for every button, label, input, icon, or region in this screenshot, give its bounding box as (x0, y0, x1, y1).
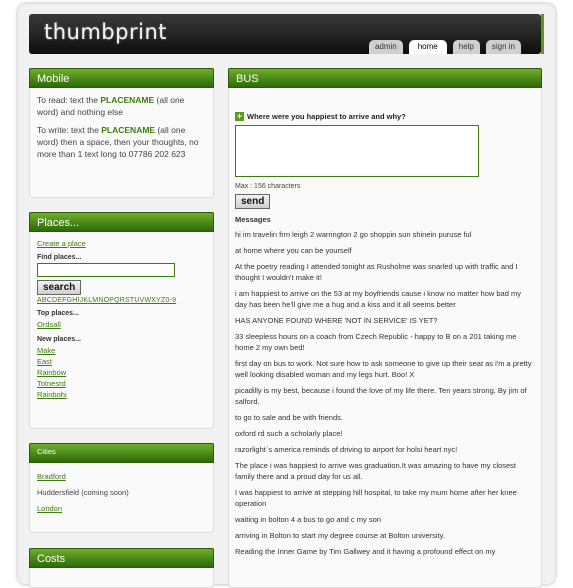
bus-panel-title: BUS (228, 68, 542, 88)
new-place-link[interactable]: Rainbohi (37, 390, 67, 399)
site-logo[interactable]: thumbprint (44, 20, 167, 44)
message-item: first day on bus to work. Not sure how to ask someone to give up their seat as i'm a pretty well looking disabled woman and my legs hurt. Boo! X (235, 359, 532, 379)
question-row (235, 112, 535, 121)
places-panel (29, 212, 214, 429)
top-place-link[interactable]: Ordsall (37, 320, 61, 329)
nav-tab-sign-in[interactable]: sign in (486, 40, 521, 54)
message-item: HAS ANYONE FOUND WHERE 'NOT IN SERVICE' IS YET? (235, 316, 438, 325)
expand-plus-icon[interactable]: + (236, 111, 243, 121)
places-panel-title: Places... (29, 212, 214, 232)
message-item: hi im travelin frm leigh 2 warrington 2 go shoppin sun shinein puruse ful (235, 230, 472, 239)
top-places-label: Top places... (37, 310, 79, 317)
costs-panel (29, 548, 214, 588)
site-header (29, 14, 541, 54)
mobile-panel-title: Mobile (29, 68, 214, 88)
write-keyword: PLACENAME (101, 125, 156, 135)
read-suffix: (all one word) and nothing else (37, 95, 185, 117)
city-link-bradford[interactable]: Bradford (37, 472, 66, 481)
question-text: Where were you happiest to arrive and why? (247, 112, 406, 121)
costs-panel-title: Costs (29, 548, 214, 568)
new-place-link[interactable]: Make (37, 346, 56, 355)
bus-panel (228, 68, 542, 588)
message-item: The place i was happiest to arrive was graduation.It was amazing to have my closest family there and a proud day for us all. (235, 461, 516, 481)
top-nav (369, 40, 521, 54)
nav-tab-help[interactable]: help (453, 40, 480, 54)
cities-panel-title: Cities (29, 443, 214, 463)
message-item: arriving in Bolton to start my degree course at Bolton university. (235, 531, 445, 540)
message-item: oxford rd such a scholarly place! (235, 429, 343, 438)
message-textarea[interactable] (235, 125, 479, 177)
new-place-link[interactable]: Rainbow (37, 368, 67, 377)
read-instructions (37, 94, 206, 118)
message-item: waiting in bolton 4 a bus to go and c my son (235, 515, 381, 524)
mobile-panel (29, 68, 214, 198)
new-places-label: New places... (37, 336, 81, 343)
city-link-london[interactable]: London (37, 504, 63, 513)
find-places-label: Find places... (37, 254, 82, 261)
cities-panel (29, 443, 214, 533)
max-characters: Max : 156 characters (235, 183, 301, 190)
nav-tab-admin[interactable]: admin (369, 40, 403, 54)
message-item: at home where you can be yourself (235, 246, 352, 255)
message-item: Reading the Inner Game by Tim Gallwey and it having a profound effect on my (235, 547, 496, 556)
new-place-link[interactable]: East (37, 357, 53, 366)
find-places-input[interactable] (37, 263, 175, 277)
search-button[interactable]: search (37, 280, 81, 295)
city-item-huddersfield: Huddersfield (coming soon) (37, 488, 129, 497)
message-item: 33 sleepless hours on a coach from Czech Republic - happy to B on a 201 taking me home 2 my own bed! (235, 332, 517, 352)
messages-list (235, 229, 535, 557)
header-accent-bar (541, 14, 544, 54)
messages-label: Messages (235, 215, 271, 224)
write-prefix: To write: text the (37, 125, 102, 135)
message-item: picadilly is my best, because i found the love of my life there. Ten years strong. By jim of salford. (235, 386, 527, 406)
read-prefix: To read: text the (37, 95, 101, 105)
create-place-link[interactable]: Create a place (37, 239, 86, 248)
message-item: I was happiest to arrive at stepping hill hospital, to take my mum home after her knee operation (235, 488, 517, 508)
write-suffix: (all one word) then a space, then your thoughts, no more than 1 text long to 07786 202 623 (37, 125, 199, 159)
message-item: i am happiest to arrive on the 53 at my boyfriends cause i know no matter how bad my day has been he'll give me a hug and a kiss and it all seems better (235, 289, 521, 309)
new-place-link[interactable]: Totnesrd (37, 379, 66, 388)
write-instructions (37, 124, 206, 160)
nav-tab-home[interactable]: home (409, 40, 447, 54)
message-item: At the poetry reading I attended tonight as Rusholme was snarled up with traffic and I thought I wouldn't make it! (235, 262, 518, 282)
message-item: to go to sale and be with friends. (235, 413, 343, 422)
send-button[interactable]: send (235, 194, 270, 209)
message-item: razorlight`s america reminds of driving to airport for holsi heart nyc! (235, 445, 458, 454)
read-keyword: PLACENAME (100, 95, 155, 105)
alphabet-index[interactable]: ABCDEFGHIJKLMNOPQRSTUVWXYZ0-9 (37, 297, 177, 304)
